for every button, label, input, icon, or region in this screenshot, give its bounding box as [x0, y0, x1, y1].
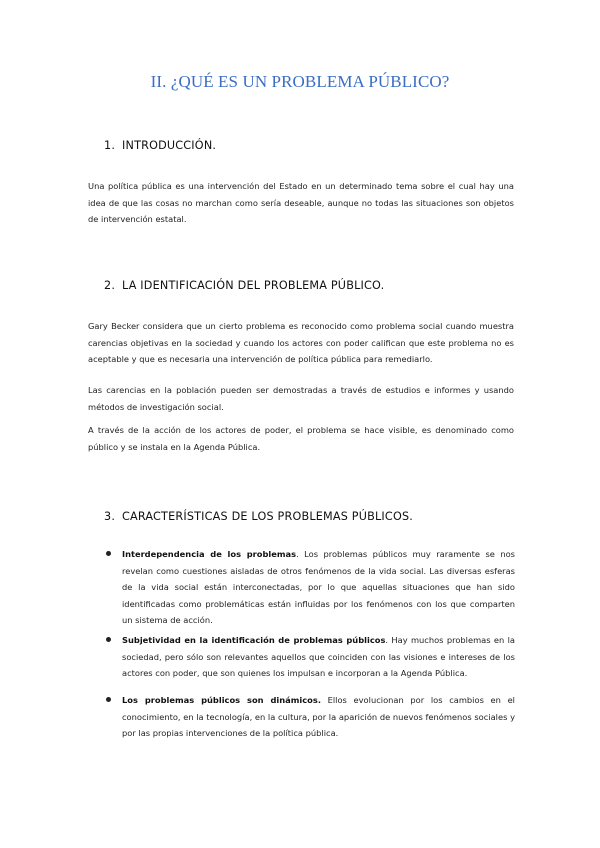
page-title: II. ¿QUÉ ES UN PROBLEMA PÚBLICO?	[150, 72, 450, 91]
list-item-body: Ellos evolucionan por los cambios en el conocimiento, en la tecnología, en la cultura, por la aparición de nuevos fenómenos sociales y por las propias intervenciones de la política pública.	[122, 695, 515, 739]
section-number: 1.	[104, 139, 116, 152]
section-number: 2.	[104, 279, 116, 292]
list-item-term: Subjetividad en la identificación de problemas públicos	[122, 635, 386, 645]
bullet-icon	[106, 551, 111, 556]
paragraph: A través de la acción de los actores de poder, el problema se hace visible, es denominado como público y se instala en la Agenda Pública.	[88, 425, 514, 452]
section-heading-identificacion	[104, 279, 384, 292]
list-item-text	[122, 692, 515, 742]
list-item-text	[122, 546, 515, 629]
section-title: INTRODUCCIÓN.	[122, 139, 217, 152]
paragraph: Una política pública es una intervención del Estado en un determinado tema sobre el cual hay una idea de que las cosas no marchan como sería deseable, aunque no todas las situaciones son objetos de intervención estatal.	[88, 181, 514, 225]
list-item-text	[122, 632, 515, 682]
paragraph: Las carencias en la población pueden ser demostradas a través de estudios e informes y usando métodos de investigación social.	[88, 385, 514, 412]
section-heading-caracteristicas	[104, 510, 413, 523]
list-item-body: . Los problemas públicos muy raramente se nos revelan como cuestiones aisladas de otros fenómenos de la vida social. Las diversas esferas de la vida social están interconectadas, por lo que aquellas situaciones que han sido identificadas como problemáticas están influidas por los fenómenos con los que comparten un sistema de acción.	[122, 549, 516, 626]
bullet-icon	[106, 697, 111, 702]
list-item-term: Interdependencia de los problemas	[122, 549, 297, 559]
section-title: CARACTERÍSTICAS DE LOS PROBLEMAS PÚBLICOS.	[122, 510, 414, 523]
list-item-term: Los problemas públicos son dinámicos.	[122, 695, 321, 705]
paragraph: Gary Becker considera que un cierto problema es reconocido como problema social cuando muestra carencias objetivas en la sociedad y cuando los actores con poder califican que este problema no es aceptable y que es necesaria una intervención de política pública para remediarlo.	[88, 321, 514, 365]
section-heading-introduccion	[104, 139, 216, 152]
section-title: LA IDENTIFICACIÓN DEL PROBLEMA PÚBLICO.	[122, 279, 385, 292]
bullet-icon	[106, 637, 111, 642]
section-number: 3.	[104, 510, 116, 523]
list-item-body: . Hay muchos problemas en la sociedad, pero sólo son relevantes aquellos que coinciden con las visiones e intereses de los actores con poder, que son quienes los impulsan e incorporan a la Agenda Pública.	[122, 635, 515, 679]
